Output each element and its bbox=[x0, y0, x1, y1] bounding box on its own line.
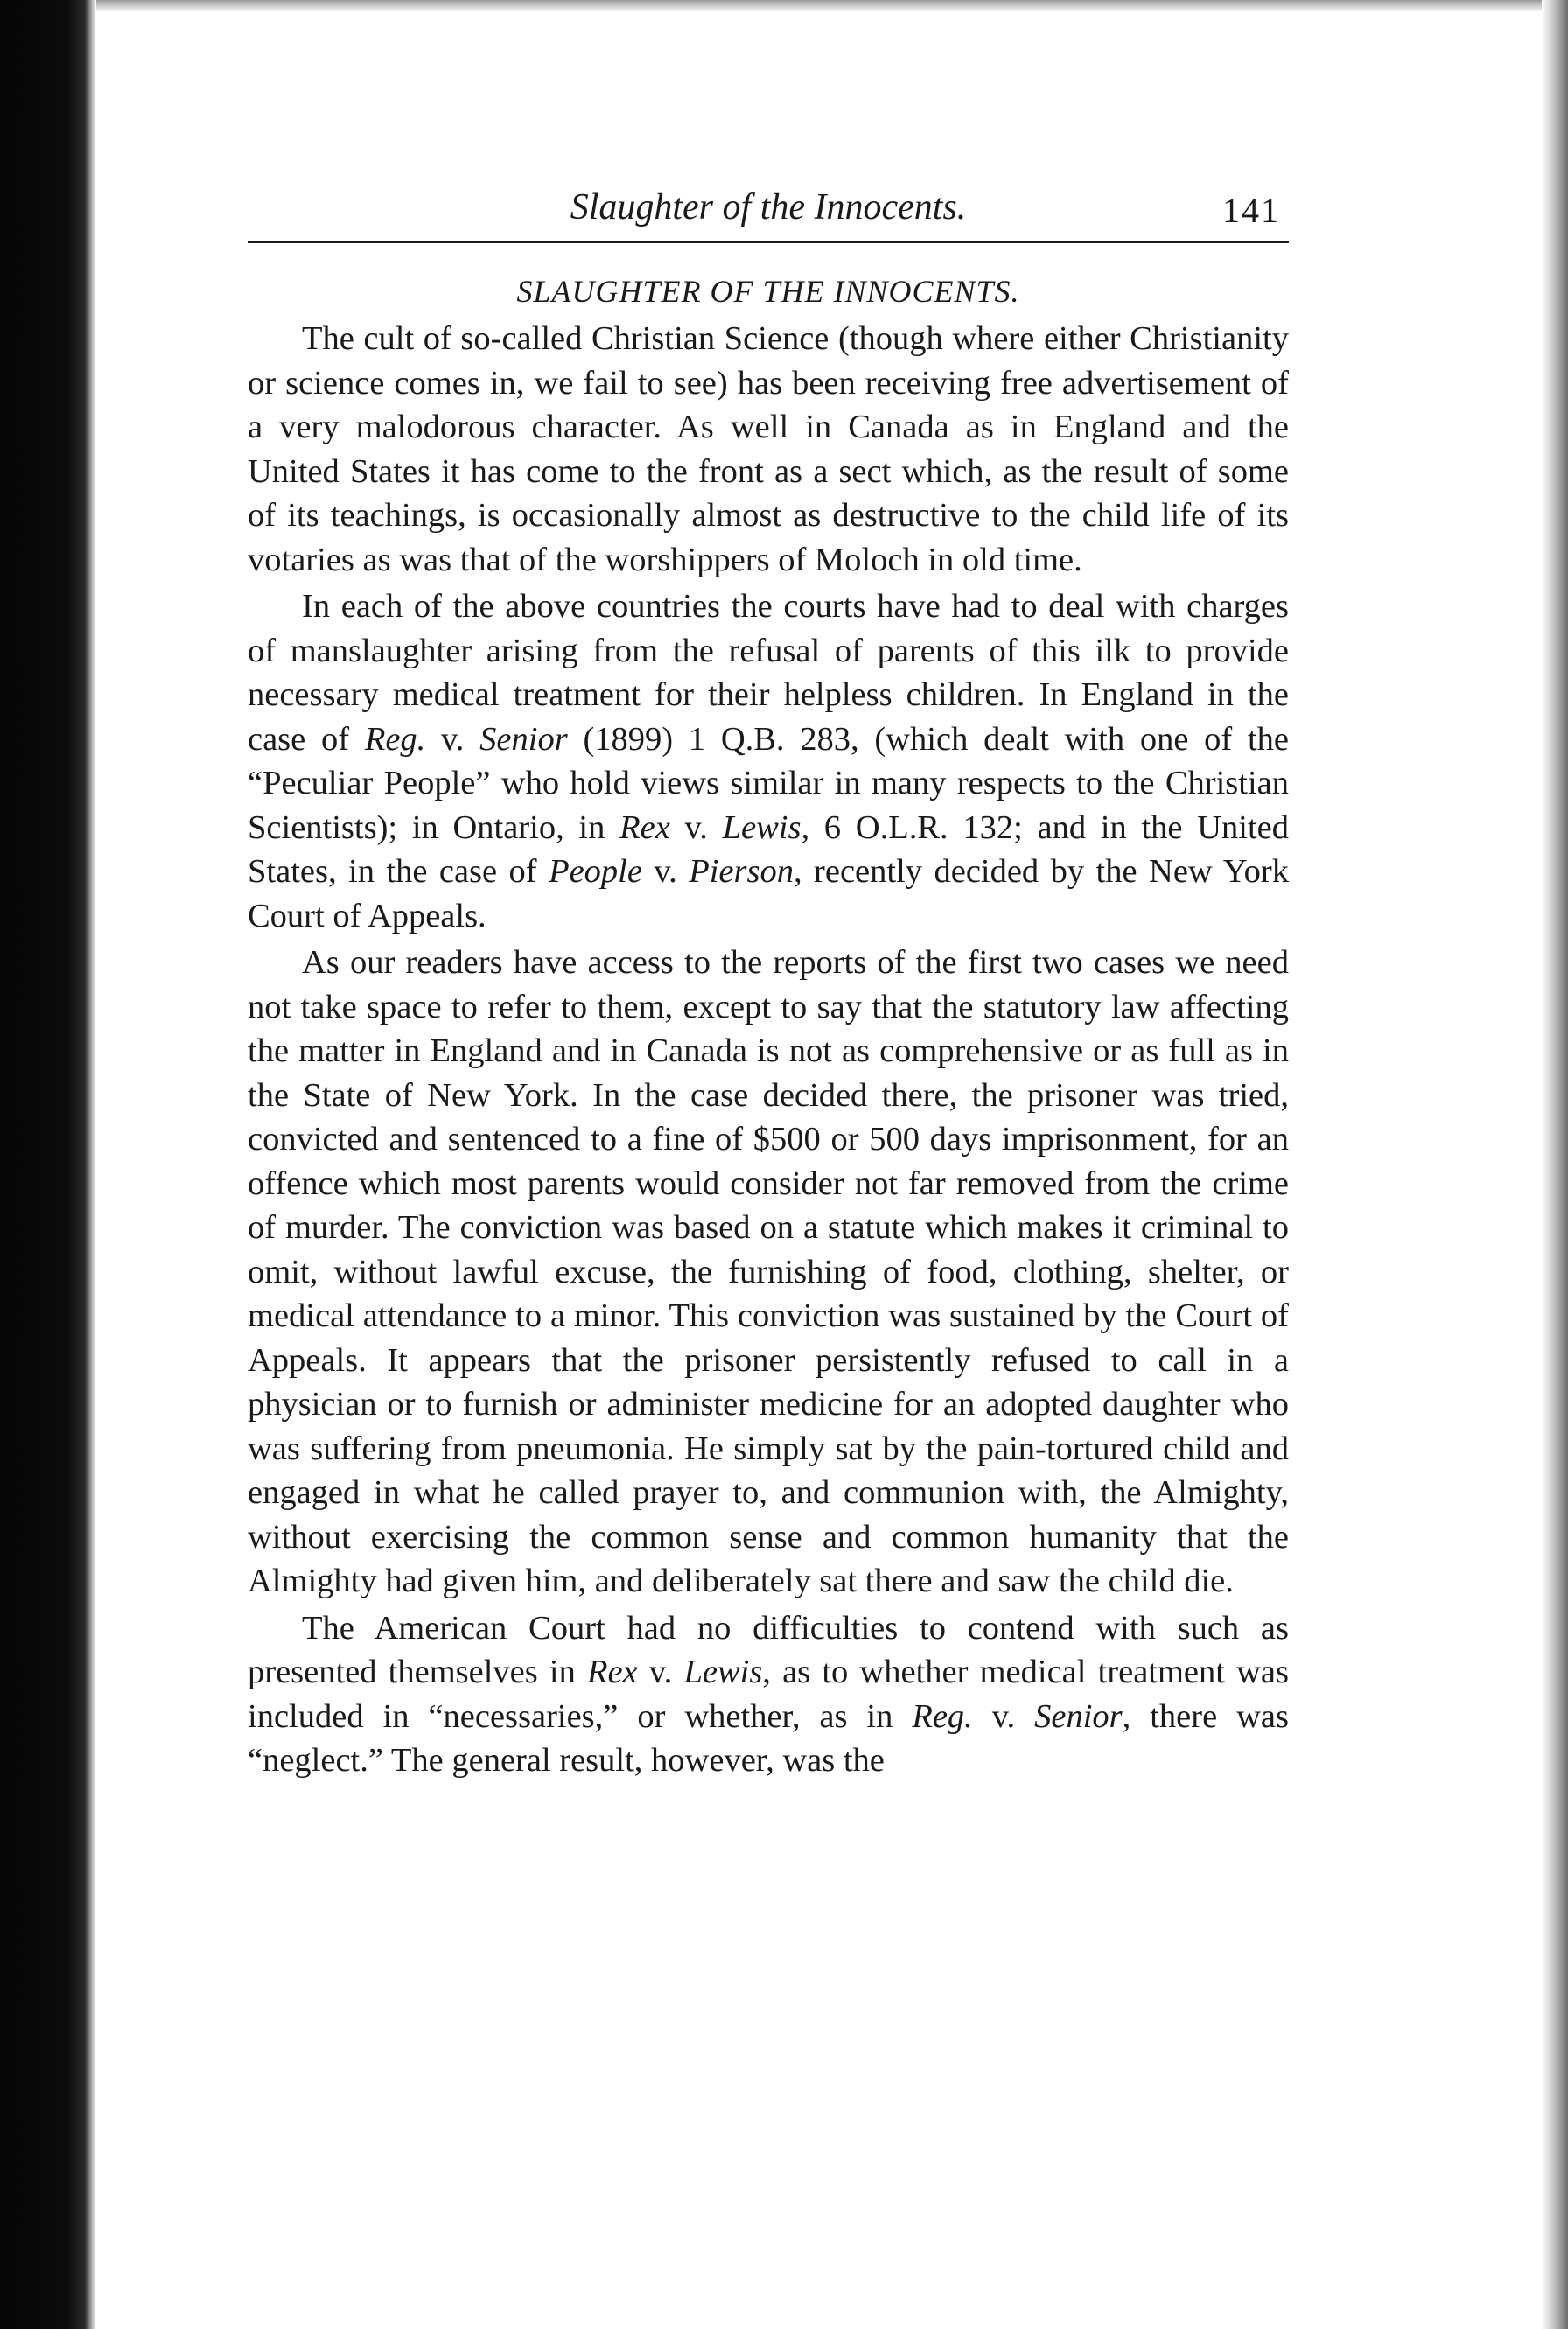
text-run: In each of the above countries the courts have had to deal with charges of manslaughter arising from the refusal of parents of this ilk to provide necessary medical treatment for their helpless children. In England in the case of bbox=[248, 588, 1289, 758]
text-run: v. bbox=[669, 808, 723, 846]
page-number: 141 bbox=[1222, 191, 1280, 230]
paragraph-1: The cult of so-called Christian Science (though where either Christianity or science comes in, we fail to see) has been receiving free advertisement of a very malodorous character. As well in Canada as in England and the United States it has come to the front as a sect which, as the result of some of its teachings, is occasionally almost as destructive to the child life of its votaries as was that of the worshippers of Moloch in old time. bbox=[248, 320, 1289, 578]
text-run: , 6 O.L.R. 132; and in the United States, in the case of bbox=[248, 808, 1290, 890]
paragraph-4 bbox=[248, 1606, 1289, 1783]
running-head bbox=[248, 179, 1289, 243]
scan-top-edge bbox=[96, 0, 1542, 12]
paragraph-3: As our readers have access to the reports of the first two cases we need not take space to refer to them, except to say that the statutory law affecting the matter in England and in Canada is not as comprehensive or as full as in the State of New York. In the case decided there, the prisoner was tried, convicted and sentenced to a fine of $500 or 500 days imprisonment, for an offence which most parents would consider not far removed from the crime of murder. The conviction was based on a statute which makes it criminal to omit, without lawful excuse, the furnishing of food, clothing, shelter, or medical attendance to a minor. This conviction was sustained by the Court of Appeals. It appears that the prisoner persistently refused to call in a physician or to furnish or administer medicine for an adopted daughter who was suffering from pneumonia. He simply sat by the pain-tortured child and engaged in what he called prayer to, and communion with, the Almighty, without exercising the common sense and common humanity that the Almighty had given him, and deliberately sat there and saw the child die. bbox=[248, 944, 1289, 1599]
case-name: Senior bbox=[1034, 1697, 1123, 1735]
case-name: People bbox=[549, 853, 642, 890]
running-title: Slaughter of the Innocents. bbox=[570, 187, 967, 227]
scan-right-edge bbox=[1542, 0, 1568, 2329]
text-run: v. bbox=[637, 1654, 684, 1690]
article-heading: SLAUGHTER OF THE INNOCENTS. bbox=[516, 274, 1020, 309]
case-name: Rex bbox=[587, 1654, 638, 1690]
text-run: , there was “neglect.” The general result, however, was the bbox=[248, 1697, 1289, 1779]
text-run: , recently decided by the New York Court of Appeals. bbox=[248, 853, 1290, 934]
text-run: (1899) 1 Q.B. 283, (which dealt with one of the “Peculiar People” who hold views similar in many respects to the Christian Scientists); in Ontario, in bbox=[248, 720, 1290, 846]
case-name: Pierson bbox=[689, 853, 794, 890]
case-name: Reg. bbox=[912, 1697, 973, 1735]
paragraph-2 bbox=[248, 584, 1289, 938]
case-name: Lewis bbox=[722, 808, 802, 846]
text-run: v. bbox=[641, 853, 690, 890]
scan-left-edge bbox=[0, 0, 96, 2329]
book-page bbox=[248, 179, 1289, 1783]
case-name: Rex bbox=[620, 808, 670, 846]
case-name: Lewis bbox=[683, 1654, 763, 1690]
text-run: v. bbox=[972, 1697, 1035, 1735]
text-run: The American Court had no difficulties to contend with such as presented themselves in bbox=[248, 1609, 1289, 1690]
text-run: v. bbox=[425, 720, 480, 758]
case-name: Senior bbox=[480, 720, 568, 758]
case-name: Reg. bbox=[364, 720, 426, 758]
text-run: , as to whether medical treatment was included in “necessaries,” or whether, as in bbox=[248, 1654, 1290, 1735]
